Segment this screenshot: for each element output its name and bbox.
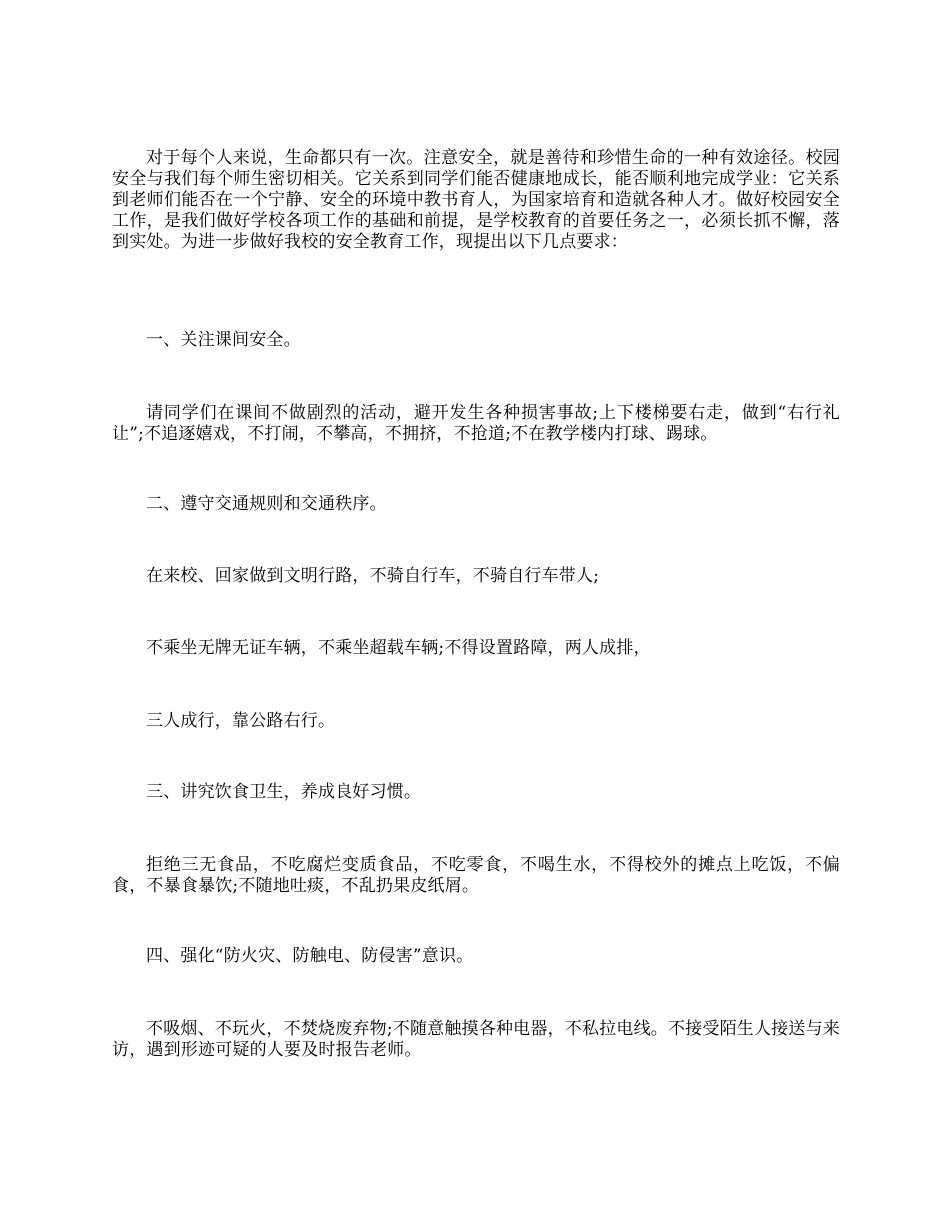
section-body-fire-electric-safety: 不吸烟、不玩火，不焚烧废弃物;不随意触摸各种电器，不私拉电线。不接受陌生人接送与来访，遇到形迹可疑的人要及时报告老师。 — [112, 1019, 840, 1060]
section-heading-traffic-rules: 二、遵守交通规则和交通秩序。 — [146, 494, 387, 514]
section-body-traffic-walking: 在来校、回家做到文明行路，不骑自行车，不骑自行车带人; — [146, 566, 600, 586]
section-body-traffic-vehicles: 不乘坐无牌无证车辆，不乘坐超载车辆;不得设置路障，两人成排， — [146, 638, 651, 658]
section-body-traffic-walk-right: 三人成行，靠公路右行。 — [146, 711, 336, 731]
section-body-class-break-safety: 请同学们在课间不做剧烈的活动，避开发生各种损害事故;上下楼梯要右走，做到“右行礼让”;不追逐嬉戏，不打闹，不攀高，不拥挤，不抢道;不在教学楼内打球、踢球。 — [112, 403, 840, 444]
section-heading-class-break-safety: 一、关注课间安全。 — [146, 330, 301, 350]
intro-paragraph: 对于每个人来说，生命都只有一次。注意安全，就是善待和珍惜生命的一种有效途径。校园安全与我们每个师生密切相关。它关系到同学们能否健康地成长，能否顺利地完成学业：它关系到老师们能否在一个宁静、安全的环境中教书育人，为国家培育和造就各种人才。做好校园安全工作，是我们做好学校各项工作的基础和前提，是学校教育的首要任务之一，必须长抓不懈，落到实处。为进一步做好我校的安全教育工作，现提出以下几点要求： — [112, 148, 840, 252]
section-heading-food-hygiene: 三、讲究饮食卫生，养成良好习惯。 — [146, 782, 422, 802]
section-heading-fire-electric-safety: 四、强化“防火灾、防触电、防侵害”意识。 — [146, 946, 474, 966]
section-body-food-hygiene: 拒绝三无食品，不吃腐烂变质食品，不吃零食，不喝生水，不得校外的摊点上吃饭，不偏食，不暴食暴饮;不随地吐痰，不乱扔果皮纸屑。 — [112, 855, 840, 896]
